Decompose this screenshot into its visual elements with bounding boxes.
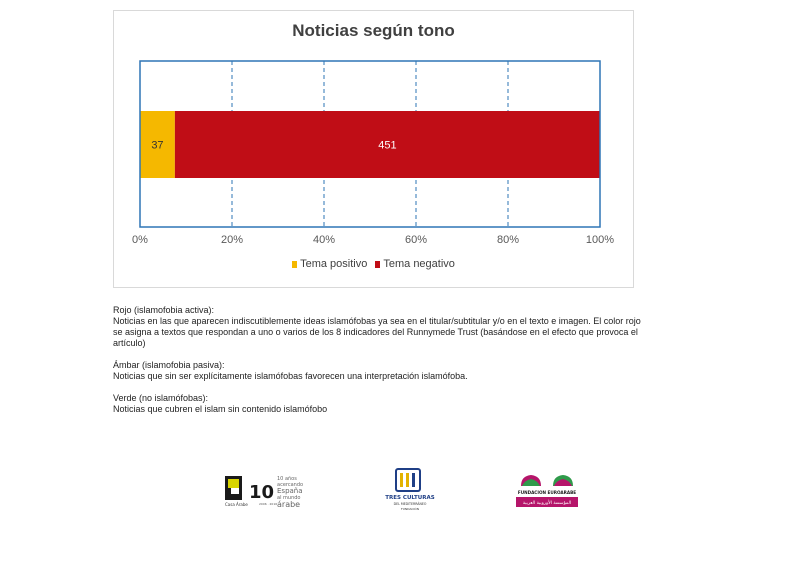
euroarabe-name: FUNDACION EUROARABE bbox=[517, 490, 577, 495]
chart-plot bbox=[114, 11, 633, 287]
chart-legend bbox=[114, 258, 633, 271]
casa-arabe-tagline-5: árabe bbox=[277, 500, 301, 509]
note-amber-body: Noticias que sin ser explícitamente islamófobas favorecen una interpretación islamófoba. bbox=[113, 371, 468, 381]
legend-label-1: Tema negativo bbox=[383, 258, 455, 270]
data-label-0: 37 bbox=[151, 139, 164, 152]
tres-culturas-column-1 bbox=[400, 473, 403, 487]
x-tick-label-5: 100% bbox=[585, 234, 615, 246]
x-tick-label-3: 60% bbox=[404, 234, 428, 246]
notes-section bbox=[113, 305, 713, 426]
casa-arabe-tagline-2: acercando bbox=[277, 482, 303, 488]
x-tick-label-1: 20% bbox=[220, 234, 244, 246]
euroarabe-logo bbox=[513, 472, 583, 512]
note-green bbox=[113, 393, 713, 415]
chart-container bbox=[113, 10, 634, 288]
legend-item-0 bbox=[292, 258, 367, 270]
casa-arabe-mark-inner bbox=[231, 488, 239, 494]
x-tick-label-2: 40% bbox=[312, 234, 336, 246]
legend-swatch-1 bbox=[375, 261, 380, 268]
chart-title: Noticias según tono bbox=[292, 21, 455, 40]
tres-culturas-logo bbox=[382, 468, 438, 512]
note-amber-heading: Ámbar (islamofobia pasiva): bbox=[113, 360, 225, 370]
data-label-1: 451 bbox=[378, 139, 397, 152]
casa-arabe-name: Casa Árabe bbox=[225, 502, 248, 507]
casa-arabe-tagline-4: al mundo bbox=[277, 495, 301, 501]
casa-arabe-tagline-1: 10 años bbox=[277, 476, 297, 482]
note-red bbox=[113, 305, 713, 349]
x-tick-label-0: 0% bbox=[132, 234, 148, 246]
tres-culturas-foundation: FUNDACIÓN bbox=[400, 507, 420, 511]
casa-arabe-tagline-3: España bbox=[277, 487, 303, 495]
casa-arabe-years: 2006 · 2016 bbox=[259, 502, 278, 506]
note-red-body: Noticias en las que aparecen indiscutiblemente ideas islamófobas ya sea en el titular/subtitular y/o en el texto e imagen. El color rojo se asigna a textos que respondan a uno o varios de los 8 indicadores del Runnymede Trust (basándose en el efecto que provoca el artículo) bbox=[113, 316, 641, 348]
note-red-heading: Rojo (islamofobia activa): bbox=[113, 305, 215, 315]
tres-culturas-subtitle: DEL MEDITERRÁNEO bbox=[393, 502, 427, 506]
note-amber bbox=[113, 360, 713, 382]
note-green-heading: Verde (no islamófobas): bbox=[113, 393, 209, 403]
x-tick-label-4: 80% bbox=[496, 234, 520, 246]
euroarabe-arabic: المؤسسة الأوروبية العربية bbox=[522, 501, 572, 506]
casa-arabe-badge: 10 bbox=[249, 482, 275, 503]
casa-arabe-logo bbox=[225, 474, 303, 512]
tres-culturas-name: TRES CULTURAS bbox=[385, 495, 435, 501]
tres-culturas-column-2 bbox=[406, 473, 409, 487]
legend-swatch-0 bbox=[292, 261, 297, 268]
tres-culturas-column-3 bbox=[412, 473, 415, 487]
legend-item-1 bbox=[375, 258, 455, 270]
note-green-body: Noticias que cubren el islam sin contenido islamófobo bbox=[113, 404, 328, 414]
casa-arabe-mark-accent bbox=[228, 479, 239, 488]
legend-label-0: Tema positivo bbox=[300, 258, 368, 270]
